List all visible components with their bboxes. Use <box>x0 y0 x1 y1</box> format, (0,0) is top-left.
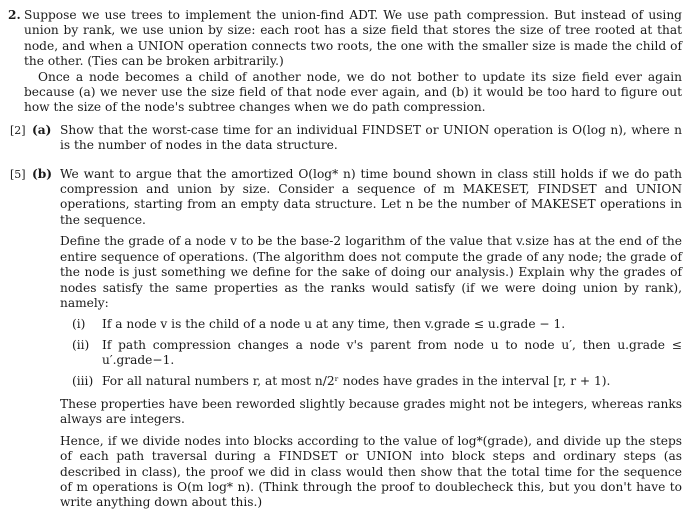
part-a <box>10 123 682 160</box>
property-text: For all natural numbers r, at most n/2ʳ nodes have grades in the interval [r, r + 1). <box>102 373 611 388</box>
property-item <box>72 317 682 332</box>
part-b-label: (b) <box>32 166 53 181</box>
property-list <box>60 317 682 389</box>
property-label: (iii) <box>72 373 94 388</box>
problem-2 <box>8 8 682 517</box>
part-b-paragraph-4: Hence, if we divide nodes into blocks according to the value of log*(grade), and divide up the steps of each path traversal during a FINDSET or UNION into block steps and ordinary steps (as described in class), the proof we did in class would then show that the total time for the sequence of m operations is O(m log* n). (Think through the proof to doublecheck this, but you don't have to write anything down about this.) <box>60 433 682 510</box>
property-label: (ii) <box>72 337 90 352</box>
intro-paragraph-1: Suppose we use trees to implement the union-find ADT. We use path compression. But instead of using union by rank, we use union by size: each root has a size field that stores the size of tree rooted at that node, and when a UNION operation connects two roots, the one with the smaller size is made the child of the other. (Ties can be broken arbitrarily.) <box>24 8 682 69</box>
problem-number: 2. <box>8 8 21 22</box>
intro-paragraph-2: Once a node becomes a child of another node, we do not bother to update its size field ever again because (a) we never use the size field of that node ever again, and (b) it would be too hard to figure out how the size of the node's subtree changes when we do path compression. <box>24 69 682 115</box>
part-b-paragraph-3: These properties have been reworded slightly because grades might not be integers, whereas ranks always are integers. <box>60 396 682 427</box>
property-item <box>72 338 682 369</box>
part-b <box>10 167 682 517</box>
part-b-paragraph-2: Define the grade of a node v to be the base-2 logarithm of the value that v.size has at the end of the entire sequence of operations. (The algorithm does not compute the grade of any node; the grade of the node is just something we define for the sake of doing our analysis.) Explain why the grades of nodes satisfy the same properties as the ranks would satisfy (if we were doing union by rank), namely: <box>60 234 682 310</box>
property-label: (i) <box>72 317 86 332</box>
part-a-points: [2] <box>10 123 26 137</box>
part-a-label: (a) <box>32 122 52 137</box>
property-item <box>72 374 682 389</box>
problem-body <box>10 8 682 517</box>
part-a-text: Show that the worst-case time for an individual FINDSET or UNION operation is O(log n), where n is the number of nodes in the data structure. <box>60 122 682 153</box>
part-b-paragraph-1: We want to argue that the amortized O(log* n) time bound shown in class still holds if we do path compression and union by size. Consider a sequence of m MAKESET, FINDSET and UNION operations, starting from an empty data structure. Let n be the number of MAKESET operations in the sequence. <box>60 166 682 227</box>
part-b-points: [5] <box>10 167 26 181</box>
property-text: If path compression changes a node v's parent from node u to node u′, then u.grade ≤ u′.grade−1. <box>102 337 682 368</box>
property-text: If a node v is the child of a node u at any time, then v.grade ≤ u.grade − 1. <box>102 317 566 332</box>
